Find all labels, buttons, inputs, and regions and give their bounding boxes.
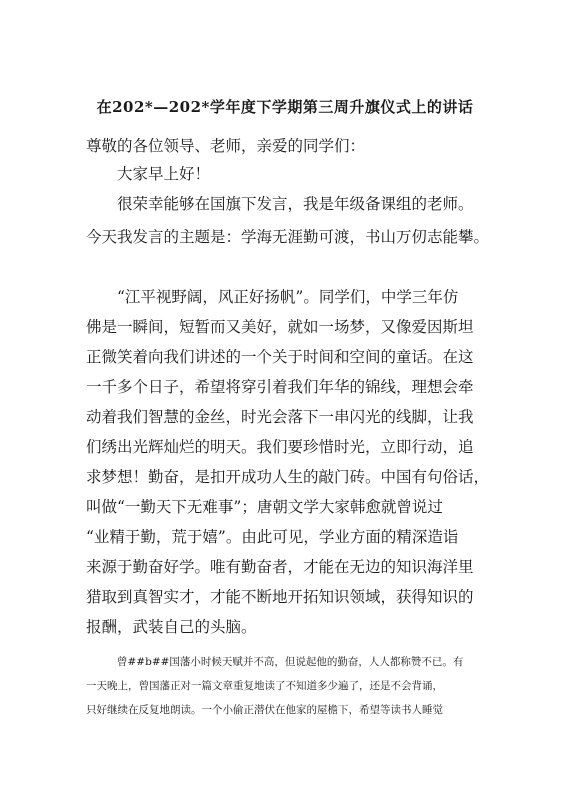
body-line: 求梦想！勤奋，是扣开成功人生的敲门砖。中国有句俗话， <box>86 468 490 486</box>
footnote-line: 曾##b##国藩小时候天赋并不高，但说起他的勤奋，人人都称赞不已。有 <box>117 656 464 668</box>
body-line: 正微笑着向我们讲述的一个关于时间和空间的童话。在这 <box>86 348 474 366</box>
body-line: 一千多个日子，希望将穿引着我们年华的锦线，理想会牵 <box>86 378 474 396</box>
intro-line: 今天我发言的主题是：学海无涯勤可渡，书山万仞志能攀。 <box>86 228 490 246</box>
salutation: 尊敬的各位领导、老师，亲爱的同学们： <box>86 137 366 155</box>
body-line: “江平视野阔，风正好扬帆”。同学们，中学三年仿 <box>117 288 459 306</box>
document-title: 在202*—202*学年度下学期第三周升旗仪式上的讲话 <box>96 98 474 116</box>
body-line: 叫做“一勤天下无难事”；唐朝文学大家韩愈就曾说过 <box>86 498 443 516</box>
body-line: 猎取到真智实才，才能不断地开拓知识领域，获得知识的 <box>86 588 474 606</box>
greeting: 大家早上好！ <box>117 165 211 183</box>
footnote-line: 只好继续在反复地朗读。一个小偷正潜伏在他家的屋檐下，希望等读书人睡觉 <box>86 704 443 716</box>
body-line: 来源于勤奋好学。唯有勤奋者，才能在无边的知识海洋里 <box>86 558 474 576</box>
body-line: 报酬，武装自己的头脑。 <box>86 618 257 636</box>
body-line: 佛是一瞬间，短暂而又美好，就如一场梦，又像爱因斯坦 <box>86 318 474 336</box>
footnote-line: 一天晚上，曾国藩正对一篇文章重复地读了不知道多少遍了，还是不会背诵， <box>86 680 443 692</box>
body-line: 们绣出光辉灿烂的明天。我们要珍惜时光，立即行动，追 <box>86 438 474 456</box>
body-line: 动着我们智慧的金丝，时光会落下一串闪光的线脚，让我 <box>86 408 474 426</box>
intro-line: 很荣幸能够在国旗下发言，我是年级备课组的老师。 <box>117 195 474 213</box>
body-line: “业精于勤，荒于嬉”。由此可见，学业方面的精深造诣 <box>86 528 459 546</box>
